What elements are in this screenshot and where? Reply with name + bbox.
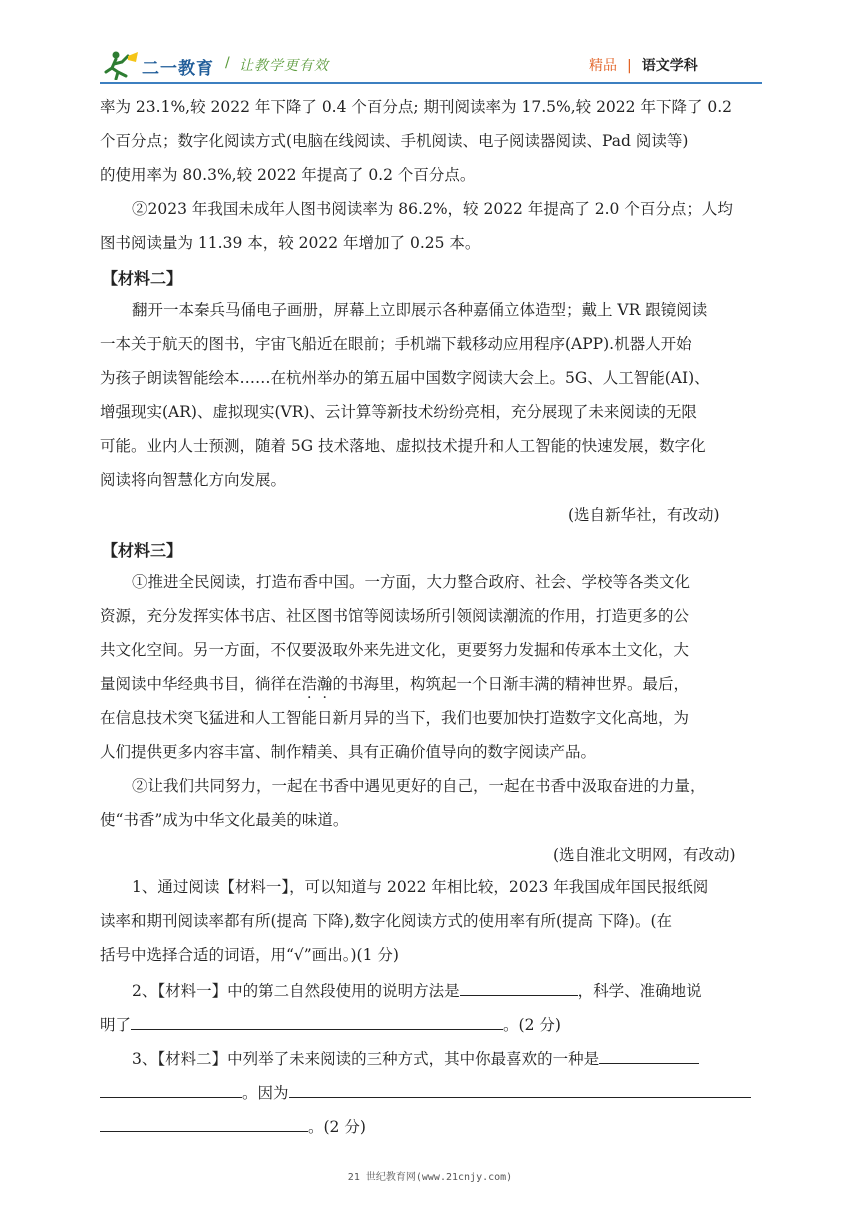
text-line: ①推进全民阅读，打造布香中国。一方面，大力整合政府、社会、学校等各类文化 [132, 573, 691, 591]
question-3-line [100, 1115, 366, 1137]
material-3-heading: 【材料三】 [102, 541, 183, 560]
text-line: ②2023 年我国未成年人图书阅读率为 86.2%，较 2022 年提高了 2.0 个百分点；人均 [132, 200, 733, 218]
text-line: 共文化空间。另一方面，不仅要汲取外来先进文化，更要努力发掘和传承本土文化，大 [100, 641, 690, 659]
text-segment: 量阅读中华经典书目，徜徉在 [100, 675, 302, 693]
text-line: 翻开一本秦兵马俑电子画册，屏幕上立即展示各种嘉俑立体造型；戴上 VR 跟镜阅读 [132, 301, 708, 319]
text-line: 个百分点；数字化阅读方式(电脑在线阅读、手机阅读、电子阅读器阅读、Pad 阅读等) [100, 132, 689, 150]
question-2-line [100, 1013, 561, 1035]
text-line: 图书阅读量为 11.39 本，较 2022 年增加了 0.25 本。 [100, 234, 481, 252]
text-line: 资源，充分发挥实体书店、社区图书馆等阅读场所引领阅读潮流的作用，打造更多的公 [100, 607, 690, 625]
text-line: 一本关于航天的图书，宇宙飞船近在眼前；手机端下载移动应用程序(APP).机器人开始 [100, 335, 692, 353]
text-line: 率为 23.1%,较 2022 年下降了 0.4 个百分点; 期刊阅读率为 17.5%,较 2022 年下降了 0.2 [100, 98, 733, 116]
text-segment: 明了 [100, 1016, 132, 1034]
answer-blank[interactable] [599, 1047, 699, 1064]
logo-text: 二一教育 [142, 59, 214, 79]
page-footer: 21 世纪教育网(www.21cnjy.com) [347, 1172, 513, 1183]
text-line: 使“书香”成为中华文化最美的味道。 [100, 811, 349, 829]
header-rule [100, 82, 762, 84]
text-line: 可能。业内人士预测，随着 5G 技术落地、虚拟技术提升和人工智能的快速发展，数字化 [100, 437, 706, 455]
subject-label: 语文学科 [641, 58, 698, 74]
answer-blank[interactable] [100, 1115, 308, 1132]
header-right [589, 55, 698, 75]
text-segment: 。因为 [242, 1084, 289, 1102]
header-slash: / [225, 55, 230, 71]
header-slogan: 让教学更有效 [239, 58, 329, 74]
runner-logo-icon [104, 50, 140, 80]
question-3-line [100, 1081, 751, 1103]
material-2-source: (选自新华社，有改动) [568, 506, 720, 524]
question-2 [132, 979, 702, 1001]
text-segment: 。(2 分) [308, 1118, 366, 1136]
question-1-line: 括号中选择合适的词语，用“√”画出。)(1 分) [100, 946, 399, 964]
text-line: 的使用率为 80.3%,较 2022 年提高了 0.2 个百分点。 [100, 166, 476, 184]
text-segment: 的书海里，构筑起一个日渐丰满的精神世界。最后， [332, 675, 690, 693]
text-segment: 3、【材料二】中列举了未来阅读的三种方式，其中你最喜欢的一种是 [132, 1050, 600, 1068]
logo [104, 50, 254, 80]
answer-blank[interactable] [460, 979, 578, 996]
emphasized-char: 浩 [301, 675, 318, 693]
question-3 [132, 1047, 699, 1069]
text-line: 阅读将向智慧化方向发展。 [100, 471, 287, 489]
material-2-heading: 【材料二】 [102, 269, 183, 288]
emphasized-char: 瀚 [317, 675, 333, 693]
text-line: 在信息技术突飞猛进和人工智能日新月异的当下，我们也要加快打造数字文化高地，为 [100, 709, 690, 727]
answer-blank[interactable] [131, 1013, 503, 1030]
material-3-source: (选自淮北文明网，有改动) [553, 846, 736, 864]
text-line: ②让我们共同努力，一起在书香中遇见更好的自己，一起在书香中汲取奋进的力量， [132, 777, 706, 795]
question-1: 1、通过阅读【材料一】，可以知道与 2022 年相比较，2023 年我国成年国民报纸阅 [132, 878, 709, 896]
answer-blank[interactable] [100, 1081, 242, 1098]
text-segment: 2、【材料一】中的第二自然段使用的说明方法是 [132, 982, 460, 1000]
header-separator: | [627, 58, 632, 74]
text-line: 增强现实(AR)、虚拟现实(VR)、云计算等新技术纷纷亮相，充分展现了未来阅读的无限 [100, 403, 697, 421]
question-1-line: 读率和期刊阅读率都有所(提高 下降),数字化阅读方式的使用率有所(提高 下降)。(在 [100, 912, 673, 930]
premium-label: 精品 [589, 58, 617, 74]
text-line [100, 674, 689, 694]
text-segment: ，科学、准确地说 [577, 982, 702, 1000]
text-line: 为孩子朗读智能绘本……在杭州举办的第五届中国数字阅读大会上。5G、人工智能(AI)、 [100, 369, 710, 387]
text-segment: 。(2 分) [503, 1016, 561, 1034]
answer-blank[interactable] [289, 1081, 751, 1098]
page-header [0, 0, 860, 80]
text-line: 人们提供更多内容丰富、制作精美、具有正确价值导向的数字阅读产品。 [100, 743, 597, 761]
